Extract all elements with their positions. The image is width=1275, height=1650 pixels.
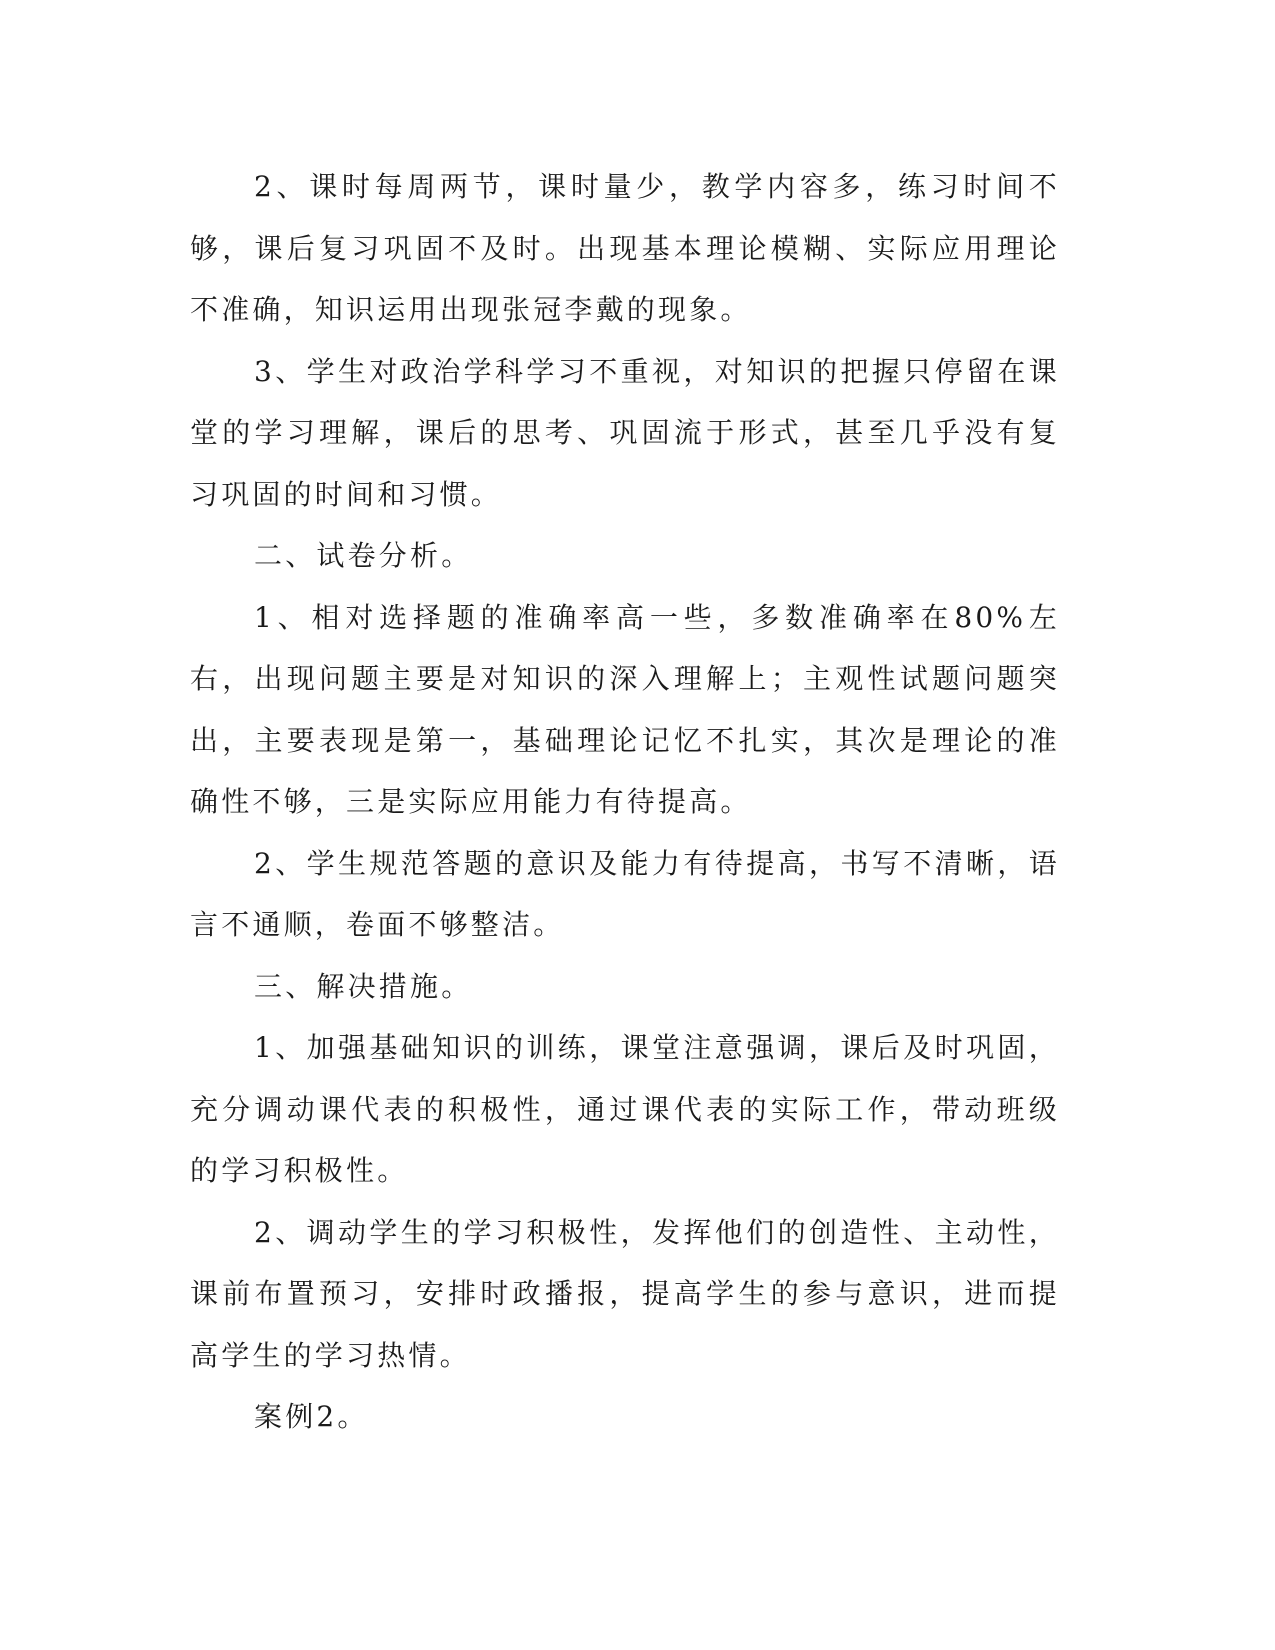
paragraph-student-attitude: 3、学生对政治学科学习不重视，对知识的把握只停留在课堂的学习理解，课后的思考、巩固流于形式，甚至几乎没有复习巩固的时间和习惯。 [190,354,1060,511]
paragraph-motivation: 2、调动学生的学习积极性，发挥他们的创造性、主动性，课前布置预习，安排时政播报，提高学生的参与意识，进而提高学生的学习热情。 [190,1215,1060,1372]
paragraph-basic-training: 1、加强基础知识的训练，课堂注意强调，课后及时巩固，充分调动课代表的积极性，通过课代表的实际工作，带动班级的学习积极性。 [190,1031,1060,1187]
paragraph-answer-standards: 2、学生规范答题的意识及能力有待提高，书写不清晰，语言不通顺，卷面不够整洁。 [190,846,1060,941]
section-heading-case-2: 案例2。 [254,1400,369,1433]
section-heading-solutions: 三、解决措施。 [254,969,473,1003]
paragraph-multiple-choice: 1、相对选择题的准确率高一些，多数准确率在80%左右，出现问题主要是对知识的深入理解上；主观性试题问题突出，主要表现是第一，基础理论记忆不扎实，其次是理论的准确性不够，三是实际应用能力有待提高。 [190,600,1060,818]
document-body [190,156,1060,1448]
paragraph-class-hours: 2、课时每周两节，课时量少，教学内容多，练习时间不够，课后复习巩固不及时。出现基本理论模糊、实际应用理论不准确，知识运用出现张冠李戴的现象。 [190,170,1060,326]
section-heading-exam-analysis: 二、试卷分析。 [254,539,473,572]
